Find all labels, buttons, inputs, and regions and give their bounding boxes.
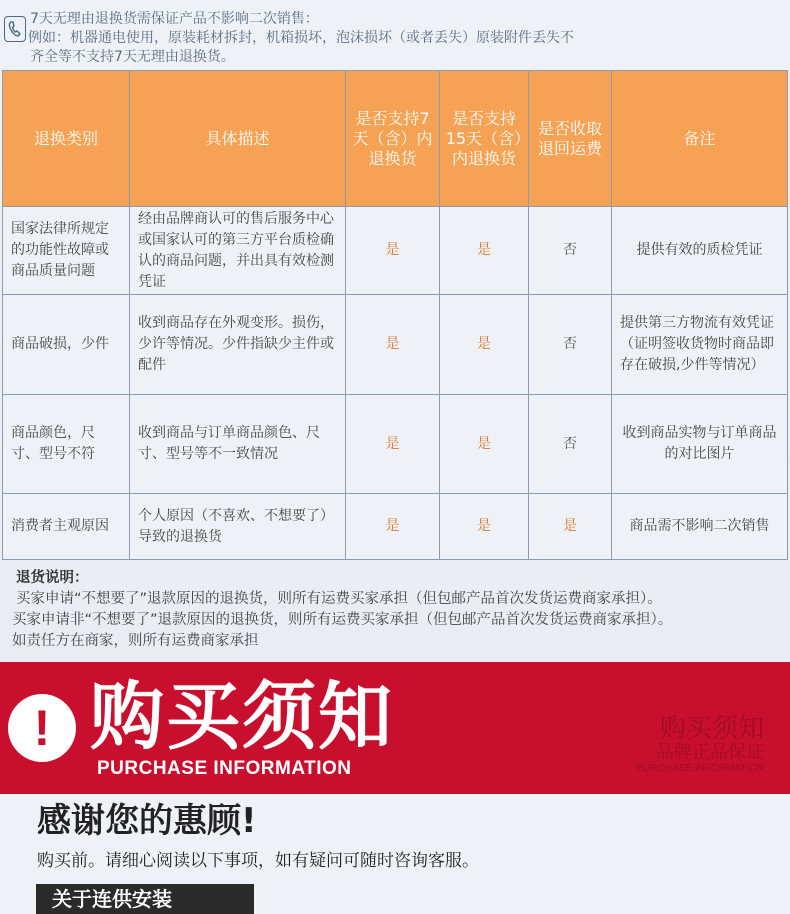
- row-15day: 是: [440, 494, 529, 560]
- row-7day: 是: [346, 295, 440, 395]
- row-category: 商品破损，少件: [3, 295, 130, 395]
- return-line-1: 买家申请“不想要了”退款原因的退换货，则所有运费买家承担（但包邮产品首次发货运费商家承担）。: [16, 591, 662, 607]
- section-tab: 关于连供安装: [36, 884, 254, 914]
- return-notice: [30, 10, 690, 67]
- table-header-row: [3, 71, 788, 207]
- header-description: 具体描述: [130, 71, 346, 207]
- row-fee: 否: [529, 207, 612, 295]
- table-row: [3, 395, 788, 494]
- row-fee: 是: [529, 494, 612, 560]
- header-fee: 是否收取退回运费: [529, 71, 612, 207]
- banner-ghost-slogan: 品牌正品保证: [656, 742, 764, 763]
- row-15day: 是: [440, 207, 529, 295]
- return-heading: 退货说明：: [16, 570, 89, 586]
- row-category: 商品颜色，尺寸、型号不符: [3, 395, 130, 494]
- row-description: 收到商品存在外观变形。损伤，少许等情况。少件指缺少主件或配件: [130, 295, 346, 395]
- row-7day: 是: [346, 494, 440, 560]
- header-category: 退换类别: [3, 71, 130, 207]
- row-category: 国家法律所规定的功能性故障或商品质量问题: [3, 207, 130, 295]
- banner-ghost-title: 购买须知: [659, 714, 764, 744]
- row-description: 经由品牌商认可的售后服务中心或国家认可的第三方平台质检确认的商品问题，并出具有效检测凭证: [130, 207, 346, 295]
- notice-line-3: 齐全等不支持7天无理由退换货。: [30, 49, 235, 65]
- banner-ghost-english: PURCHASE INFORMATION: [636, 763, 764, 774]
- row-fee: 否: [529, 295, 612, 395]
- table-row: [3, 207, 788, 295]
- row-7day: 是: [346, 207, 440, 295]
- row-note: 提供第三方物流有效凭证（证明签收货物时商品即存在破损,少件等情况）: [612, 295, 788, 395]
- return-line-2: 买家申请非“不想要了”退款原因的退换货，则所有运费买家承担（但包邮产品首次发货运费商家承担）。: [12, 612, 673, 628]
- return-line-3: 如责任方在商家，则所有运费商家承担: [12, 633, 259, 649]
- row-15day: 是: [440, 295, 529, 395]
- header-note: 备注: [612, 71, 788, 207]
- row-description: 个人原因（不喜欢、不想要了）导致的退换货: [130, 494, 346, 560]
- row-note: 收到商品实物与订单商品的对比图片: [612, 395, 788, 494]
- table-row: [3, 295, 788, 395]
- row-note: 提供有效的质检凭证: [612, 207, 788, 295]
- row-category: 消费者主观原因: [3, 494, 130, 560]
- banner-title: 购买须知: [90, 674, 394, 760]
- thanks-title: 感谢您的惠顾!: [37, 801, 257, 841]
- phone-icon: [4, 16, 26, 42]
- table-row: [3, 494, 788, 560]
- return-explanation: [12, 568, 790, 652]
- row-note: 商品需不影响二次销售: [612, 494, 788, 560]
- row-7day: 是: [346, 395, 440, 494]
- row-fee: 否: [529, 395, 612, 494]
- alert-icon: !: [8, 694, 76, 762]
- row-description: 收到商品与订单商品颜色、尺寸、型号等不一致情况: [130, 395, 346, 494]
- guide-text: 购买前。请细心阅读以下事项，如有疑问可随时咨询客服。: [37, 851, 479, 871]
- header-15day: 是否支持15天（含）内退换货: [440, 71, 529, 207]
- row-15day: 是: [440, 395, 529, 494]
- notice-line-2: 例如：机器通电使用，原装耗材拆封，机箱损坏，泡沫损坏（或者丢失）原装附件丢失不: [28, 30, 574, 46]
- notice-line-1: 7天无理由退换货需保证产品不影响二次销售：: [30, 11, 319, 27]
- return-policy-table: [2, 70, 788, 560]
- banner-subtitle: PURCHASE INFORMATION: [97, 758, 352, 779]
- header-7day: 是否支持7天（含）内退换货: [346, 71, 440, 207]
